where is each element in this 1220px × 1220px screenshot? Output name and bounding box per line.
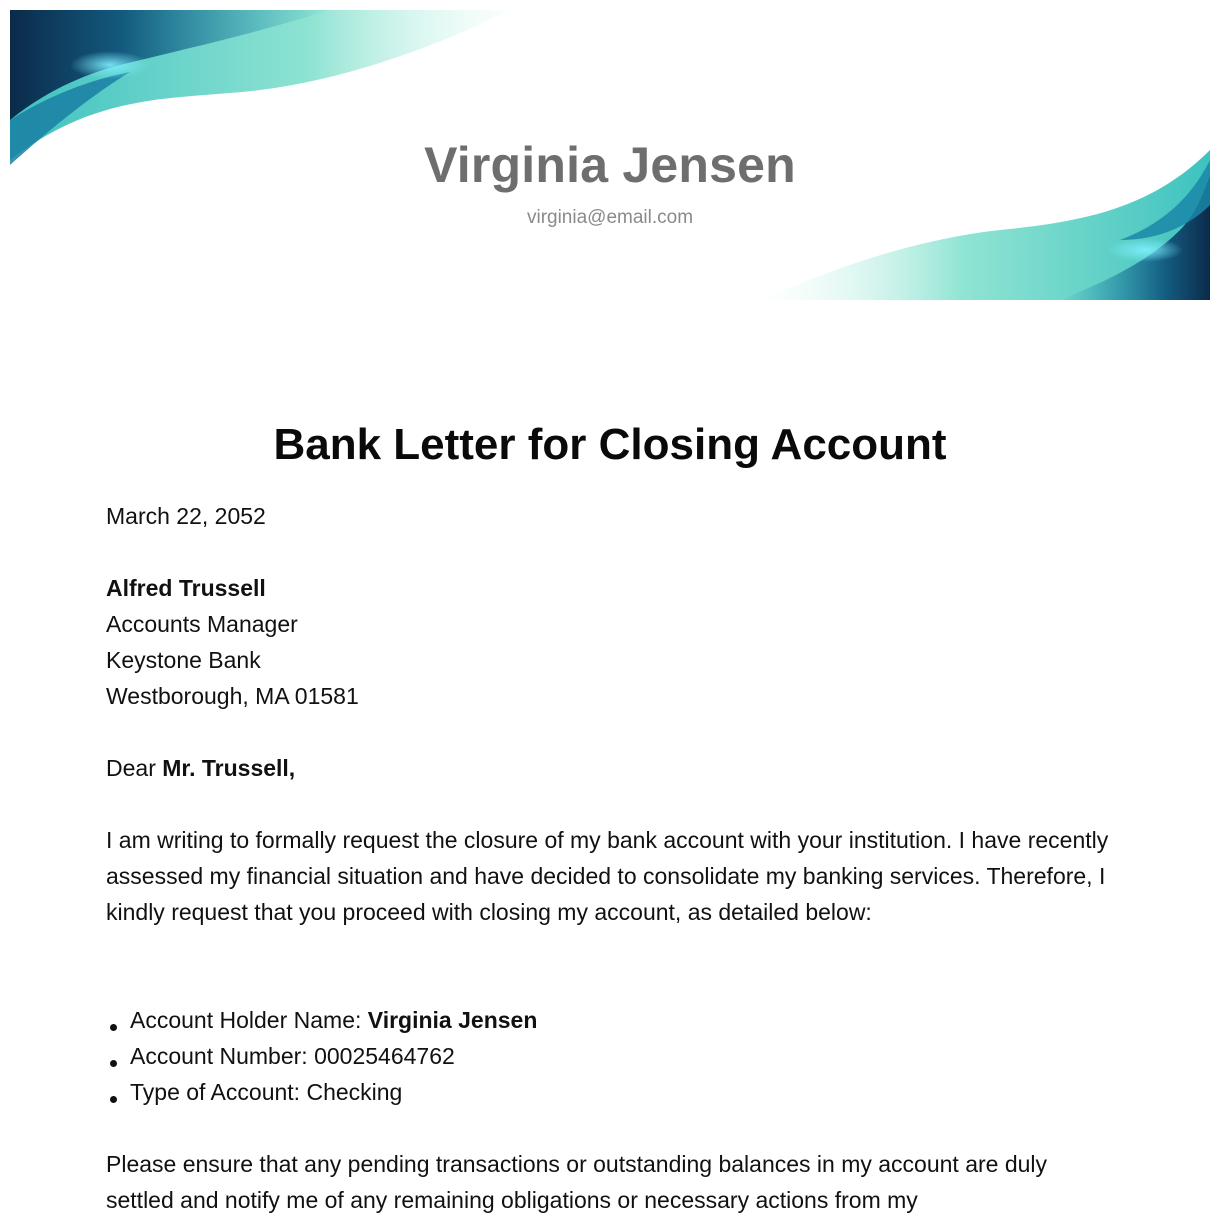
bullet-icon (110, 1024, 117, 1031)
paragraph-request: I am writing to formally request the closure of my bank account with your institution. I have recently assessed my financial situation and have decided to consolidate my banking services. Therefore, I kindly request that you proceed with closing my account, as detailed below: (106, 827, 1109, 925)
recipient-company: Keystone Bank (106, 647, 261, 673)
detail-label: Type of Account: (130, 1079, 307, 1105)
list-item (106, 1002, 1116, 1038)
detail-value: 00025464762 (314, 1043, 455, 1069)
paragraph-settlement: Please ensure that any pending transactions or outstanding balances in my account are duly settled and notify me of any remaining obligations or necessary actions from my (106, 1151, 1048, 1213)
detail-value: Virginia Jensen (367, 1007, 538, 1033)
document-title: Bank Letter for Closing Account (273, 420, 947, 469)
salutation-prefix: Dear (106, 755, 163, 781)
salutation-name: Mr. Trussell, (162, 755, 296, 781)
salutation (106, 750, 1116, 786)
list-item (106, 1074, 1116, 1110)
letter-page (10, 10, 1210, 1220)
sender-name: Virginia Jensen (424, 137, 796, 193)
account-details-list (106, 1002, 1116, 1110)
recipient-position: Accounts Manager (106, 611, 298, 637)
detail-label: Account Number: (130, 1043, 315, 1069)
letter-date: March 22, 2052 (106, 503, 266, 529)
list-item (106, 1038, 1116, 1074)
detail-value: Checking (306, 1079, 403, 1105)
detail-label: Account Holder Name: (130, 1007, 368, 1033)
bullet-icon (110, 1096, 117, 1103)
recipient-block (106, 570, 1116, 714)
recipient-address: Westborough, MA 01581 (106, 683, 359, 709)
bullet-icon (110, 1060, 117, 1067)
recipient-name: Alfred Trussell (106, 575, 266, 601)
sender-email: virginia@email.com (526, 207, 694, 228)
